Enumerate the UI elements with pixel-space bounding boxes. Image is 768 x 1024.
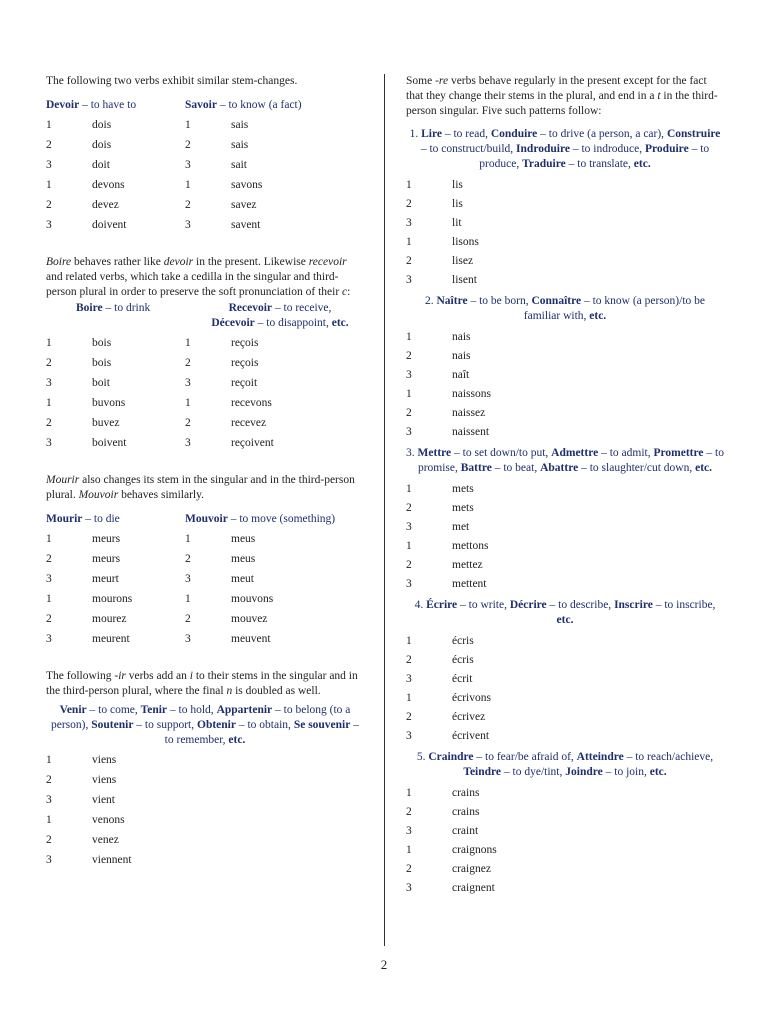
table-row [406, 708, 724, 727]
header-group-1-lire: 1. Lire – to read, Conduire – to drive (a person, a car), Construire – to construct/build, Indroduire – to indroduce, Produire – to produce, Traduire – to translate, etc. [409, 128, 721, 170]
header-group-2-naitre: 2. Naître – to be born, Connaître – to know (a person)/to be familiar with, etc. [424, 295, 706, 322]
verb-form: recevez [231, 417, 267, 429]
paragraph-mourir: Mourir also changes its stem in the singular and in the third-person plural. Mouvoir behaves similarly. [46, 474, 355, 501]
table-header-mourir-mouvoir [46, 509, 364, 529]
person-number: 3 [406, 369, 412, 381]
person-number: 2 [46, 834, 52, 846]
table-row [406, 689, 724, 708]
person-number: 3 [185, 573, 191, 585]
person-number: 1 [185, 179, 191, 191]
person-number: 3 [406, 578, 412, 590]
person-number: 3 [46, 159, 52, 171]
table-row [46, 589, 364, 609]
verb-form: buvez [92, 417, 120, 429]
person-number: 3 [185, 377, 191, 389]
header-venir-group: Venir – to come, Tenir – to hold, Appartenir – to belong (to a person), Soutenir – to support, Obtenir – to obtain, Se souvenir – to remember, etc. [51, 704, 359, 746]
verb-form: viens [92, 754, 117, 766]
header-savoir: Savoir – to know (a fact) [185, 99, 302, 111]
header-mouvoir: Mouvoir – to move (something) [185, 513, 336, 525]
paragraph-boire: Boire behaves rather like devoir in the present. Likewise recevoir and related verbs, which take a cedilla in the singular and third-person plural in order to preserve the soft pronunciation of their c: [46, 256, 351, 298]
verb-form: mouvons [231, 593, 274, 605]
verb-form: meuvent [231, 633, 271, 645]
person-number: 2 [46, 417, 52, 429]
verb-form: savez [231, 199, 257, 211]
person-number: 3 [46, 377, 52, 389]
table-row [46, 413, 364, 433]
person-number: 3 [406, 274, 412, 286]
person-number: 1 [406, 179, 412, 191]
person-number: 2 [406, 711, 412, 723]
verb-form: boit [92, 377, 110, 389]
verb-form: mettent [452, 578, 487, 590]
person-number: 2 [46, 199, 52, 211]
verb-form: reçoit [231, 377, 258, 389]
verb-form: écrivons [452, 692, 491, 704]
table-row [406, 784, 724, 803]
verb-form: mets [452, 502, 474, 514]
conjugation-table-ecrire [406, 632, 724, 746]
person-number: 1 [185, 119, 191, 131]
table-row [46, 750, 364, 770]
verb-form: mourons [92, 593, 133, 605]
verb-form: dois [92, 139, 112, 151]
verb-form: meurt [92, 573, 119, 585]
header-boire: Boire – to drink [76, 302, 151, 314]
person-number: 3 [185, 219, 191, 231]
verb-form: sait [231, 159, 247, 171]
person-number: 3 [46, 794, 52, 806]
verb-form: crains [452, 806, 480, 818]
verb-form: meus [231, 533, 256, 545]
verb-form: écris [452, 635, 474, 647]
table-row [406, 803, 724, 822]
verb-form: mets [452, 483, 474, 495]
verb-form: recevons [231, 397, 272, 409]
person-number: 3 [406, 426, 412, 438]
header-group-3-mettre: 3. Mettre – to set down/to put, Admettre – to admit, Promettre – to promise, Battre – to beat, Abattre – to slaughter/cut down, etc. [406, 447, 724, 474]
table-row [406, 651, 724, 670]
person-number: 1 [185, 337, 191, 349]
table-row [46, 790, 364, 810]
verb-form: vient [92, 794, 115, 806]
verb-form: mettons [452, 540, 489, 552]
verb-form: écrit [452, 673, 473, 685]
verb-form: écrivent [452, 730, 490, 742]
table-row [46, 175, 364, 195]
verb-form: reçois [231, 357, 259, 369]
table-row [406, 195, 724, 214]
conjugation-table-mettre [406, 480, 724, 594]
verb-form: nais [452, 350, 471, 362]
person-number: 2 [406, 559, 412, 571]
table-row [46, 373, 364, 393]
verb-form: écris [452, 654, 474, 666]
verb-form: savons [231, 179, 263, 191]
verb-form: naissons [452, 388, 491, 400]
verb-form: bois [92, 337, 112, 349]
person-number: 2 [46, 357, 52, 369]
table-row [406, 822, 724, 841]
table-row [406, 841, 724, 860]
table-row [406, 233, 724, 252]
person-number: 1 [46, 179, 52, 191]
table-row [406, 385, 724, 404]
person-number: 1 [406, 844, 412, 856]
table-row [46, 549, 364, 569]
person-number: 3 [185, 159, 191, 171]
person-number: 3 [46, 573, 52, 585]
person-number: 2 [185, 139, 191, 151]
paragraph-ir-verbs: The following -ir verbs add an i to their stems in the singular and in the third-person plural, where the final n is doubled as well. [46, 670, 358, 697]
header-group-5-craindre: 5. Craindre – to fear/be afraid of, Atteindre – to reach/achieve, Teindre – to dye/tint, Joindre – to join, etc. [416, 751, 714, 778]
verb-form: meurs [92, 553, 121, 565]
person-number: 2 [406, 350, 412, 362]
left-column [46, 74, 364, 870]
verb-form: lisez [452, 255, 474, 267]
page-number: 2 [380, 957, 388, 972]
person-number: 1 [46, 593, 52, 605]
table-row [46, 195, 364, 215]
verb-form: mourez [92, 613, 127, 625]
verb-form: sais [231, 119, 249, 131]
verb-form: reçoivent [231, 437, 274, 449]
verb-form: dois [92, 119, 112, 131]
verb-form: meus [231, 553, 256, 565]
verb-form: reçois [231, 337, 259, 349]
table-row [46, 529, 364, 549]
person-number: 3 [406, 730, 412, 742]
person-number: 2 [46, 553, 52, 565]
person-number: 1 [46, 814, 52, 826]
verb-form: nais [452, 331, 471, 343]
person-number: 2 [185, 357, 191, 369]
table-row [406, 271, 724, 290]
verb-form: boivent [92, 437, 127, 449]
verb-form: doivent [92, 219, 127, 231]
verb-form: met [452, 521, 470, 533]
person-number: 2 [406, 255, 412, 267]
person-number: 1 [406, 388, 412, 400]
person-number: 1 [406, 236, 412, 248]
verb-form: craignez [452, 863, 491, 875]
verb-form: lisons [452, 236, 479, 248]
person-number: 3 [406, 673, 412, 685]
person-number: 1 [46, 337, 52, 349]
table-row [406, 176, 724, 195]
table-row [46, 810, 364, 830]
person-number: 2 [46, 774, 52, 786]
table-row [406, 537, 724, 556]
column-divider [384, 74, 385, 946]
person-number: 3 [406, 217, 412, 229]
person-number: 1 [406, 787, 412, 799]
table-row [46, 830, 364, 850]
verb-form: mettez [452, 559, 483, 571]
conjugation-table-naitre [406, 328, 724, 442]
person-number: 1 [185, 533, 191, 545]
table-row [46, 569, 364, 589]
verb-form: venez [92, 834, 119, 846]
verb-form: sais [231, 139, 249, 151]
conjugation-table-venir [46, 750, 364, 870]
person-number: 2 [406, 806, 412, 818]
conjugation-table-craindre [406, 784, 724, 898]
table-row [406, 860, 724, 879]
conjugation-table-devoir-savoir [46, 115, 364, 235]
table-row [46, 850, 364, 870]
verb-form: devez [92, 199, 119, 211]
person-number: 2 [185, 613, 191, 625]
verb-form: viens [92, 774, 117, 786]
person-number: 3 [406, 521, 412, 533]
verb-form: devons [92, 179, 125, 191]
table-row [46, 115, 364, 135]
conjugation-table-lire [406, 176, 724, 290]
person-number: 2 [46, 139, 52, 151]
verb-form: naît [452, 369, 470, 381]
header-devoir: Devoir – to have to [46, 99, 137, 111]
table-row [46, 433, 364, 453]
table-row [406, 366, 724, 385]
table-row [406, 632, 724, 651]
verb-form: meurent [92, 633, 130, 645]
table-row [46, 609, 364, 629]
conjugation-table-boire-recevoir [46, 333, 364, 453]
table-row [406, 423, 724, 442]
table-row [406, 879, 724, 898]
table-row [46, 155, 364, 175]
verb-form: écrivez [452, 711, 486, 723]
person-number: 3 [46, 437, 52, 449]
table-row [406, 252, 724, 271]
person-number: 1 [185, 397, 191, 409]
header-recevoir: Recevoir – to receive, Décevoir – to disappoint, etc. [211, 302, 349, 329]
table-row [46, 333, 364, 353]
verb-form: crains [452, 787, 480, 799]
person-number: 1 [406, 540, 412, 552]
verb-form: doit [92, 159, 110, 171]
intro-stem-changes: The following two verbs exhibit similar stem-changes. [46, 75, 298, 87]
person-number: 2 [406, 198, 412, 210]
verb-form: bois [92, 357, 112, 369]
person-number: 2 [185, 199, 191, 211]
person-number: 1 [46, 754, 52, 766]
person-number: 2 [406, 502, 412, 514]
person-number: 1 [406, 331, 412, 343]
person-number: 2 [185, 417, 191, 429]
verb-form: lisent [452, 274, 477, 286]
person-number: 2 [406, 407, 412, 419]
verb-form: lit [452, 217, 462, 229]
verb-form: craignons [452, 844, 497, 856]
person-number: 1 [406, 635, 412, 647]
table-row [406, 328, 724, 347]
header-mourir: Mourir – to die [46, 513, 120, 525]
table-row [406, 499, 724, 518]
header-group-4-ecrire: 4. Écrire – to write, Décrire – to describe, Inscrire – to inscribe, etc. [414, 599, 716, 626]
person-number: 3 [185, 437, 191, 449]
table-row [46, 770, 364, 790]
table-row [46, 393, 364, 413]
person-number: 1 [406, 692, 412, 704]
person-number: 2 [46, 613, 52, 625]
table-row [406, 404, 724, 423]
verb-form: naissez [452, 407, 486, 419]
verb-form: savent [231, 219, 261, 231]
table-row [406, 480, 724, 499]
person-number: 3 [46, 219, 52, 231]
person-number: 2 [406, 654, 412, 666]
table-row [406, 727, 724, 746]
table-row [46, 629, 364, 649]
person-number: 1 [406, 483, 412, 495]
verb-form: lis [452, 198, 463, 210]
verb-form: venons [92, 814, 125, 826]
verb-form: craint [452, 825, 479, 837]
table-row [406, 575, 724, 594]
person-number: 1 [46, 119, 52, 131]
table-row [406, 556, 724, 575]
verb-form: naissent [452, 426, 490, 438]
person-number: 3 [185, 633, 191, 645]
table-row [406, 670, 724, 689]
verb-form: meurs [92, 533, 121, 545]
verb-form: buvons [92, 397, 126, 409]
table-header-devoir-savoir [46, 95, 364, 115]
verb-form: lis [452, 179, 463, 191]
verb-form: mouvez [231, 613, 268, 625]
person-number: 1 [46, 533, 52, 545]
verb-form: viennent [92, 854, 132, 866]
table-header-boire-recevoir [46, 301, 364, 333]
person-number: 3 [46, 633, 52, 645]
person-number: 2 [406, 863, 412, 875]
table-row [46, 353, 364, 373]
verb-form: craignent [452, 882, 495, 894]
table-row [406, 347, 724, 366]
person-number: 1 [185, 593, 191, 605]
right-column [406, 74, 724, 898]
table-row [406, 214, 724, 233]
person-number: 3 [46, 854, 52, 866]
intro-re-verbs: Some -re verbs behave regularly in the present except for the fact that they change their stems in the plural, and end in a t in the third-person singular. Five such patterns follow: [406, 75, 718, 117]
person-number: 3 [406, 825, 412, 837]
conjugation-table-mourir-mouvoir [46, 529, 364, 649]
person-number: 1 [46, 397, 52, 409]
table-row [46, 215, 364, 235]
verb-form: meut [231, 573, 254, 585]
table-row [46, 135, 364, 155]
table-row [406, 518, 724, 537]
person-number: 3 [406, 882, 412, 894]
person-number: 2 [185, 553, 191, 565]
